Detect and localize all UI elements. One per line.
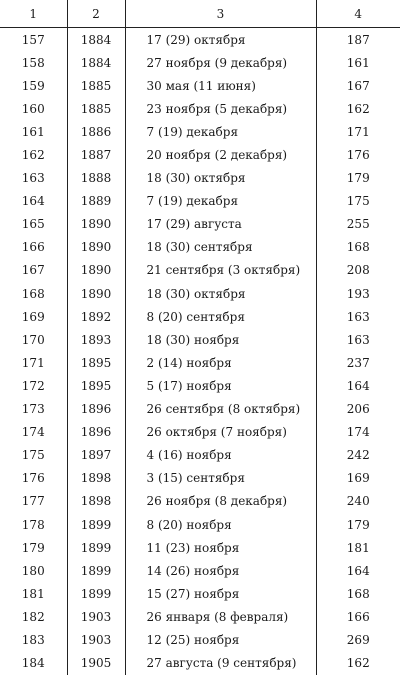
table-row (0, 305, 400, 328)
cell-year: 1895 (67, 374, 125, 397)
header-col-4: 4 (316, 0, 400, 28)
cell-date: 21 сентября (3 октября) (125, 259, 316, 282)
cell-value: 163 (346, 309, 370, 324)
cell-date: 12 (25) ноября (125, 628, 316, 651)
table-body (0, 28, 400, 675)
table-row (0, 398, 400, 421)
cell-year: 1895 (67, 351, 125, 374)
cell-year: 1890 (67, 236, 125, 259)
cell-number: 160 (0, 97, 67, 120)
table-row (0, 467, 400, 490)
cell-date: 23 ноября (5 декабря) (125, 97, 316, 120)
cell-value: 167 (346, 78, 370, 93)
cell-number: 180 (0, 559, 67, 582)
cell-number: 181 (0, 582, 67, 605)
header-col-1: 1 (0, 0, 67, 28)
cell-number: 164 (0, 190, 67, 213)
cell-value: 164 (346, 378, 370, 393)
cell-number: 169 (0, 305, 67, 328)
cell-value: 242 (346, 448, 370, 463)
cell-number: 183 (0, 628, 67, 651)
table-row (0, 328, 400, 351)
cell-date: 20 ноября (2 декабря) (125, 143, 316, 166)
cell-year: 1885 (67, 74, 125, 97)
cell-number: 179 (0, 536, 67, 559)
cell-year: 1893 (67, 328, 125, 351)
cell-year: 1899 (67, 559, 125, 582)
cell-number: 171 (0, 351, 67, 374)
cell-date: 4 (16) ноября (125, 444, 316, 467)
table-row (0, 652, 400, 675)
table-row (0, 259, 400, 282)
cell-year: 1886 (67, 120, 125, 143)
cell-value: 175 (346, 194, 370, 209)
cell-year: 1890 (67, 259, 125, 282)
cell-year: 1890 (67, 213, 125, 236)
cell-number: 163 (0, 167, 67, 190)
cell-year: 1898 (67, 467, 125, 490)
cell-value: 237 (346, 355, 370, 370)
cell-date: 14 (26) ноября (125, 559, 316, 582)
cell-date: 2 (14) ноября (125, 351, 316, 374)
cell-date: 18 (30) октября (125, 167, 316, 190)
cell-value: 179 (346, 171, 370, 186)
cell-number: 172 (0, 374, 67, 397)
cell-date: 3 (15) сентября (125, 467, 316, 490)
cell-value: 176 (346, 148, 370, 163)
cell-year: 1884 (67, 28, 125, 52)
cell-value: 171 (346, 124, 370, 139)
cell-number: 184 (0, 652, 67, 675)
cell-number: 157 (0, 28, 67, 52)
cell-year: 1903 (67, 605, 125, 628)
cell-value: 179 (346, 517, 370, 532)
cell-year: 1899 (67, 536, 125, 559)
cell-date: 26 ноября (8 декабря) (125, 490, 316, 513)
cell-value: 206 (346, 402, 370, 417)
cell-value: 162 (346, 101, 370, 116)
cell-date: 18 (30) октября (125, 282, 316, 305)
cell-value: 193 (346, 286, 370, 301)
cell-date: 26 октября (7 ноября) (125, 421, 316, 444)
table-row (0, 143, 400, 166)
table-row (0, 236, 400, 259)
cell-value: 164 (346, 563, 370, 578)
cell-number: 173 (0, 398, 67, 421)
cell-year: 1896 (67, 421, 125, 444)
table-row (0, 97, 400, 120)
cell-year: 1905 (67, 652, 125, 675)
cell-date: 8 (20) сентября (125, 305, 316, 328)
table-row (0, 351, 400, 374)
cell-number: 170 (0, 328, 67, 351)
cell-value: 166 (346, 609, 370, 624)
cell-date: 7 (19) декабря (125, 120, 316, 143)
cell-date: 27 августа (9 сентября) (125, 652, 316, 675)
cell-date: 8 (20) ноября (125, 513, 316, 536)
cell-value: 161 (346, 55, 370, 70)
cell-number: 177 (0, 490, 67, 513)
cell-number: 174 (0, 421, 67, 444)
cell-number: 162 (0, 143, 67, 166)
table-row (0, 444, 400, 467)
table-row (0, 213, 400, 236)
cell-number: 175 (0, 444, 67, 467)
table-row (0, 513, 400, 536)
table-row (0, 190, 400, 213)
cell-number: 161 (0, 120, 67, 143)
cell-number: 165 (0, 213, 67, 236)
cell-year: 1896 (67, 398, 125, 421)
cell-value: 162 (346, 656, 370, 671)
cell-value: 208 (346, 263, 370, 278)
cell-date: 26 января (8 февраля) (125, 605, 316, 628)
cell-number: 182 (0, 605, 67, 628)
cell-number: 168 (0, 282, 67, 305)
table-row (0, 536, 400, 559)
cell-number: 159 (0, 74, 67, 97)
cell-value: 174 (346, 425, 370, 440)
table-row (0, 120, 400, 143)
table-row (0, 51, 400, 74)
table-row (0, 605, 400, 628)
cell-number: 167 (0, 259, 67, 282)
cell-value: 269 (346, 632, 370, 647)
table-row (0, 74, 400, 97)
cell-date: 15 (27) ноября (125, 582, 316, 605)
header-row (0, 0, 400, 28)
table-row (0, 167, 400, 190)
cell-year: 1884 (67, 51, 125, 74)
cell-date: 18 (30) ноября (125, 328, 316, 351)
cell-year: 1898 (67, 490, 125, 513)
cell-year: 1885 (67, 97, 125, 120)
table-row (0, 582, 400, 605)
cell-number: 176 (0, 467, 67, 490)
cell-year: 1887 (67, 143, 125, 166)
cell-year: 1897 (67, 444, 125, 467)
cell-year: 1899 (67, 513, 125, 536)
cell-date: 18 (30) сентября (125, 236, 316, 259)
cell-year: 1899 (67, 582, 125, 605)
cell-value: 168 (346, 586, 370, 601)
cell-date: 27 ноября (9 декабря) (125, 51, 316, 74)
cell-number: 158 (0, 51, 67, 74)
cell-year: 1888 (67, 167, 125, 190)
cell-date: 11 (23) ноября (125, 536, 316, 559)
table-row (0, 559, 400, 582)
table-row (0, 282, 400, 305)
table-row (0, 490, 400, 513)
cell-date: 5 (17) ноября (125, 374, 316, 397)
cell-value: 163 (346, 332, 370, 347)
cell-value: 255 (346, 217, 370, 232)
cell-year: 1889 (67, 190, 125, 213)
cell-date: 30 мая (11 июня) (125, 74, 316, 97)
table-row (0, 28, 400, 52)
cell-date: 26 сентября (8 октября) (125, 398, 316, 421)
cell-number: 166 (0, 236, 67, 259)
header-col-3: 3 (125, 0, 316, 28)
table-header (0, 0, 400, 28)
header-col-2: 2 (67, 0, 125, 28)
cell-number: 178 (0, 513, 67, 536)
table-row (0, 628, 400, 651)
cell-value: 169 (346, 471, 370, 486)
cell-date: 7 (19) декабря (125, 190, 316, 213)
cell-year: 1903 (67, 628, 125, 651)
cell-date: 17 (29) октября (125, 28, 316, 52)
cell-year: 1892 (67, 305, 125, 328)
cell-date: 17 (29) августа (125, 213, 316, 236)
cell-value: 181 (346, 540, 370, 555)
table-row (0, 374, 400, 397)
cell-year: 1890 (67, 282, 125, 305)
cell-value: 187 (346, 32, 370, 47)
table-row (0, 421, 400, 444)
cell-value: 168 (346, 240, 370, 255)
cell-value: 240 (346, 494, 370, 509)
